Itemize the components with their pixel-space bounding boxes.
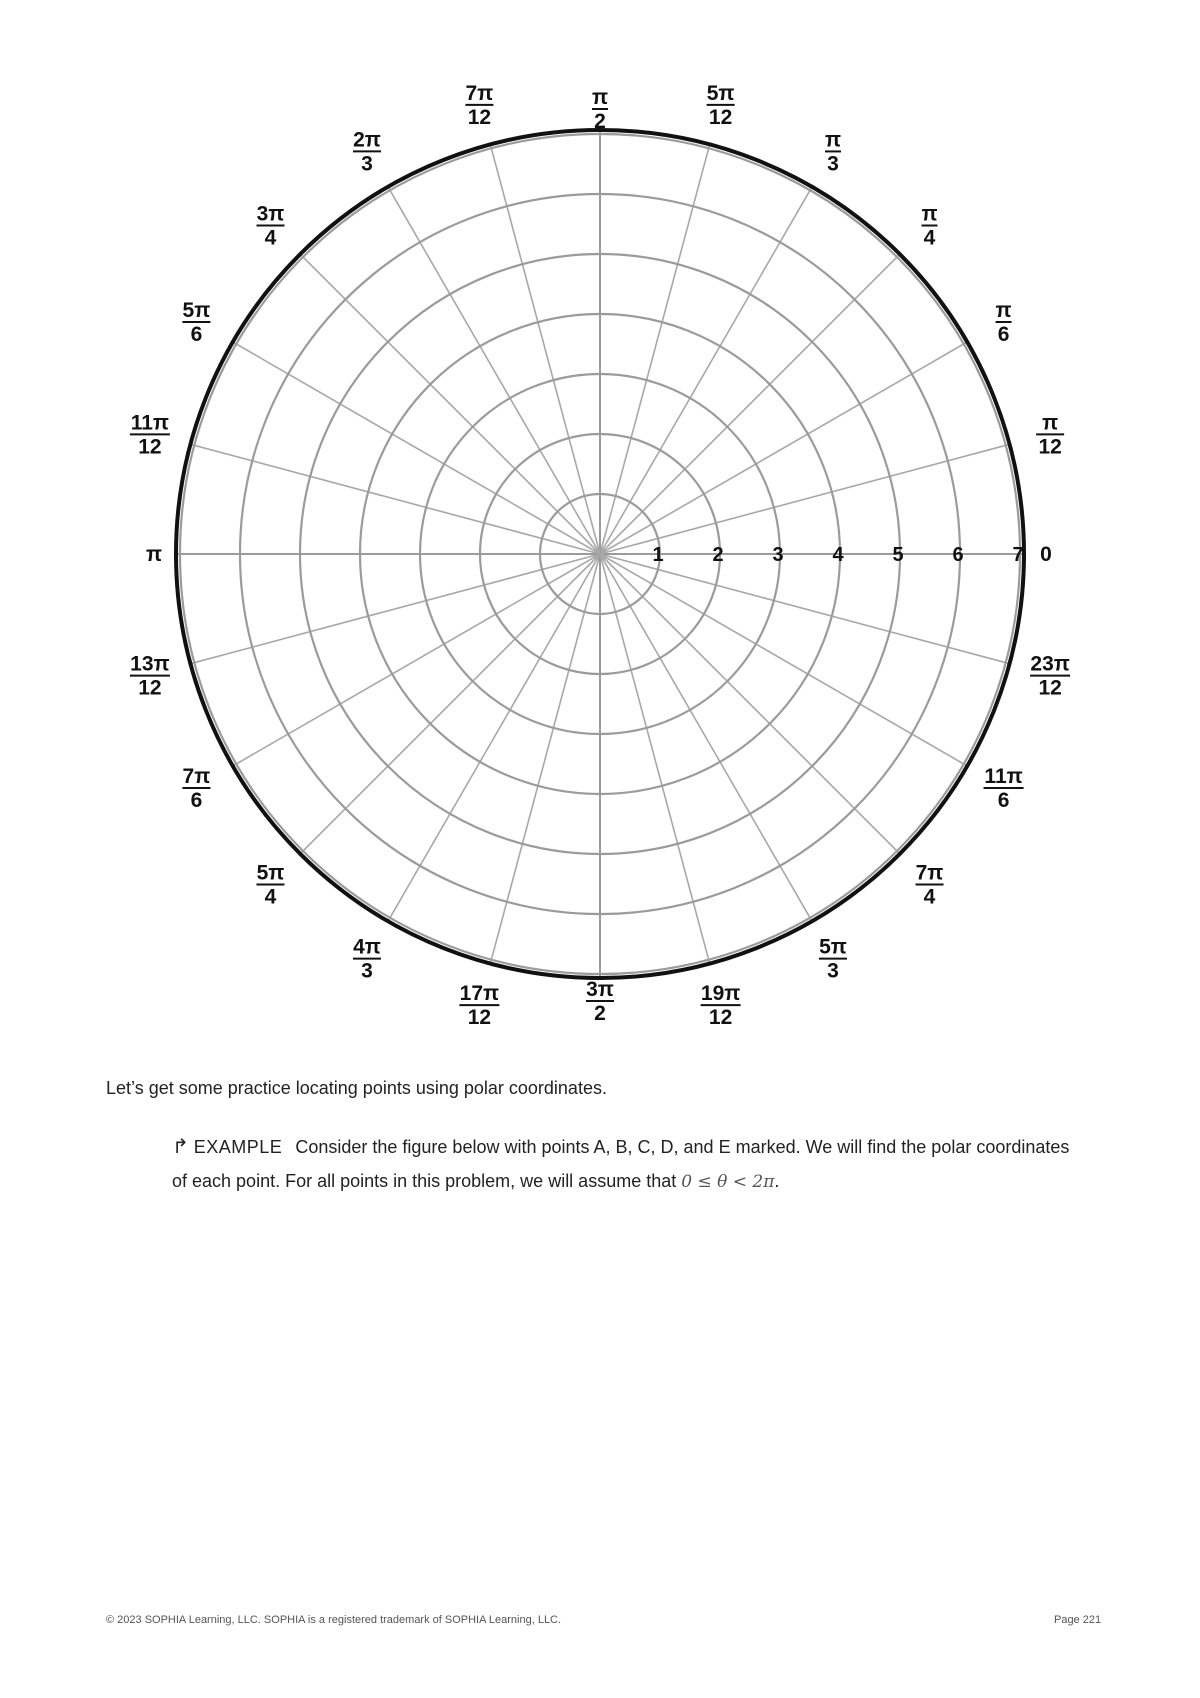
angle-denominator: 12: [708, 1006, 733, 1030]
angle-denominator: 4: [923, 885, 936, 909]
angle-numerator: π: [921, 202, 938, 226]
radius-label: 7: [1012, 544, 1024, 566]
angle-numerator: 23π: [1030, 652, 1070, 676]
angle-denominator: 3: [827, 152, 839, 176]
angle-denominator: 12: [708, 105, 733, 129]
radius-label: 5: [892, 544, 904, 566]
intro-text: Let’s get some practice locating points using polar coordinates.: [106, 1078, 607, 1098]
angle-label: [996, 299, 1012, 346]
footer-copyright: © 2023 SOPHIA Learning, LLC. SOPHIA is a registered trademark of SOPHIA Learning, LLC.: [106, 1614, 562, 1626]
angle-numerator: 7π: [915, 861, 944, 885]
angle-numerator: 5π: [819, 935, 847, 959]
example-label: EXAMPLE: [193, 1137, 283, 1157]
angle-label: [182, 765, 210, 812]
angle-label: [1036, 411, 1064, 458]
angle-numerator: 11π: [984, 765, 1023, 788]
angle-numerator: π: [995, 299, 1012, 322]
radius-label: 2: [712, 544, 724, 566]
angle-label: [256, 862, 284, 909]
angle-label: [130, 411, 170, 458]
angle-numerator: 19π: [700, 982, 741, 1006]
angle-label: [984, 765, 1024, 812]
angle-label: [586, 978, 614, 1025]
angle-denominator: 12: [1038, 435, 1062, 459]
angle-numerator: 7π: [465, 81, 494, 105]
angle-label: [592, 86, 608, 133]
angle-numerator: π: [1042, 411, 1059, 435]
angle-denominator: 12: [1038, 676, 1062, 700]
angle-label: [353, 936, 381, 983]
angle-label: [916, 862, 944, 909]
angle-numerator: 5π: [706, 81, 735, 105]
angle-denominator: 3: [827, 959, 839, 983]
angle-denominator: 12: [467, 1006, 492, 1030]
angle-numerator: 7π: [182, 765, 211, 788]
page-number: Page 221: [1054, 1614, 1102, 1626]
theta-condition: 0 ≤ θ < 2π: [681, 1172, 775, 1192]
angle-denominator: 6: [190, 323, 203, 346]
angle-denominator: 12: [467, 105, 492, 129]
angle-numerator: π: [824, 128, 842, 152]
angle-label: [921, 202, 937, 249]
angle-numerator: 17π: [459, 982, 500, 1006]
angle-numerator: 11π: [130, 411, 170, 435]
angle-label: [819, 936, 847, 983]
angle-numerator: π: [591, 86, 609, 109]
angle-numerator: 3π: [586, 978, 614, 1001]
angle-denominator: 3: [361, 959, 373, 983]
radius-label: 6: [952, 544, 964, 566]
angle-numerator: 5π: [256, 861, 285, 885]
angle-numerator: 4π: [353, 935, 381, 959]
angle-label: [465, 82, 493, 129]
angle-label: [256, 202, 284, 249]
angle-denominator: 4: [264, 885, 277, 909]
condition-period: .: [774, 1171, 780, 1191]
angle-denominator: 6: [997, 789, 1010, 812]
angle-label: [353, 128, 381, 175]
angle-value: π: [145, 543, 163, 566]
angle-label: [130, 653, 170, 700]
angle-denominator: 6: [190, 789, 203, 812]
angle-denominator: 4: [923, 226, 936, 250]
radius-label: 1: [652, 544, 664, 566]
angle-denominator: 3: [361, 152, 373, 176]
angle-numerator: 13π: [130, 652, 170, 676]
angle-value: 0: [1040, 543, 1052, 566]
angle-label: [1040, 543, 1052, 566]
example-arrow-icon: ↱: [172, 1136, 189, 1158]
angle-numerator: 5π: [182, 299, 211, 322]
angle-label: [1030, 653, 1070, 700]
angle-numerator: 2π: [353, 128, 381, 152]
angle-numerator: 3π: [256, 202, 285, 226]
angle-denominator: 4: [264, 226, 277, 250]
angle-denominator: 2: [594, 110, 606, 133]
radius-label: 4: [832, 544, 844, 566]
angle-label: [701, 982, 741, 1029]
angle-denominator: 12: [138, 435, 162, 459]
angle-label: [825, 128, 841, 175]
angle-label: [707, 82, 735, 129]
angle-denominator: 6: [997, 323, 1010, 346]
example-block: [172, 1130, 1082, 1199]
angle-label: [182, 299, 210, 346]
radius-label: 3: [772, 544, 784, 566]
angle-label: [459, 982, 499, 1029]
angle-label: [146, 543, 162, 566]
angle-denominator: 2: [594, 1002, 606, 1025]
angle-denominator: 12: [138, 676, 162, 700]
example-body: Consider the figure below with points A, B, C, D, and E marked. We will find the polar coordinates of each point. For all points in this problem, we will assume that: [172, 1137, 1070, 1191]
